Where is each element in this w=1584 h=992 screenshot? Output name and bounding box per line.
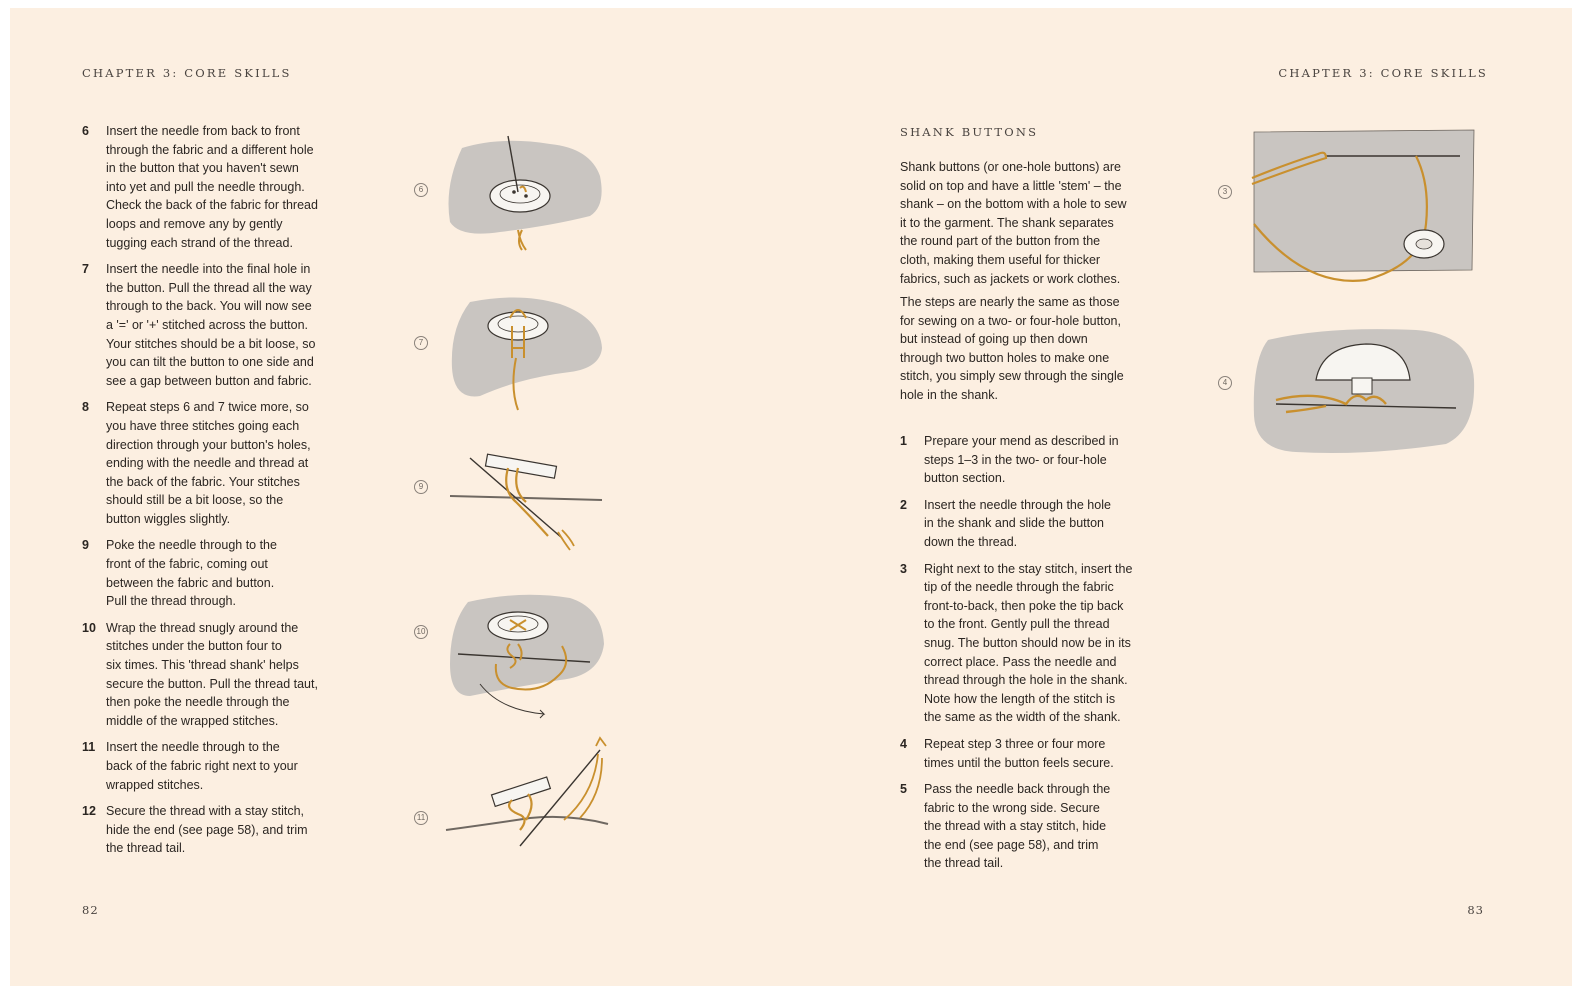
step-number: 10 [82,620,96,635]
step-number: 6 [82,124,89,138]
figure-6-illustration [440,126,610,266]
step-number: 3 [900,561,907,576]
step-text: Insert the needle through the hole in the shank and slide the button down the thread. [924,497,1111,549]
list-item [82,738,382,794]
figure-10-illustration [440,584,610,724]
running-head-left: CHAPTER 3: CORE SKILLS [82,66,292,80]
step-number: 11 [82,740,96,755]
figure-4-illustration [1246,320,1478,462]
figure-3-illustration [1246,124,1478,288]
page-number-left: 82 [82,903,99,917]
list-item [82,260,382,390]
step-text: Insert the needle from back to front through the fabric and a different hole in the button that you haven't sewn into yet and pull the needle through. Check the back of the fabric for thread loops and remove any by gently tugging each strand of the thread. [106,124,318,250]
list-item [82,122,382,252]
step-number: 1 [900,434,907,448]
figure-9-illustration [440,446,610,556]
step-text: Repeat step 3 three or four more times until the button feels secure. [924,736,1114,770]
step-text: Right next to the stay stitch, insert the tip of the needle through the fabric front-to-back, then poke the tip back to the front. Gently pull the thread snug. The button should now be in its correct place. Pass the needle and thread through the hole in the shank. Note how the length of the stitch is the same as the width of the shank. [924,561,1133,725]
step-number: 4 [900,736,907,751]
list-item [82,398,382,528]
figure-label: 6 [414,183,428,197]
step-number: 8 [82,400,89,415]
figure-7-illustration [440,288,610,418]
step-text: Insert the needle into the final hole in the button. Pull the thread all the way through to the back. You will now see a '=' or '+' stitched across the button. Your stitches should be a bit loose, so you can tilt the button to one side and see a gap between button and fabric. [106,262,316,388]
page-number-right: 83 [1467,903,1484,917]
step-text: Secure the thread with a stay stitch, hide the end (see page 58), and trim the thread tail. [106,804,308,856]
intro-paragraph: The steps are nearly the same as those for sewing on a two- or four-hole button, but instead of going up then down through two button holes to make one stitch, you simply sew through the single hole in the shank. [900,295,1124,402]
book-spread [10,8,1572,986]
step-number: 7 [82,262,89,277]
intro-paragraph: Shank buttons (or one-hole buttons) are solid on top and have a little 'stem' – the shank – on the bottom with a hole to sew it to the garment. The shank separates the round part of the button from the cloth, making them useful for thicker fabrics, such as jackets or work clothes. [900,160,1127,286]
figure-label: 4 [1218,376,1232,390]
step-text: Wrap the thread snugly around the stitches under the button four to six times. This 'thread shank' helps secure the button. Pull the thread taut, then poke the needle through the middle of the wrapped stitches. [106,620,318,728]
step-text: Prepare your mend as described in steps 1–3 in the two- or four-hole button section. [924,434,1119,486]
step-text: Insert the needle through to the back of the fabric right next to your wrapped stitches. [106,740,298,792]
step-number: 5 [900,782,907,797]
list-item [900,560,1200,727]
figure-label: 10 [414,625,428,639]
list-item [82,536,382,610]
list-item [900,735,1200,772]
figure-label: 7 [414,336,428,350]
section-heading: SHANK BUTTONS [900,125,1039,139]
figure-label: 11 [414,811,428,825]
figure-label: 3 [1218,185,1232,199]
step-number: 2 [900,497,907,512]
step-text: Repeat steps 6 and 7 twice more, so you have three stitches going each direction through your button's holes, ending with the needle and thread at the back of the fabric. Your stitches should still be a bit loose, so the button wiggles slightly. [106,400,311,526]
list-item [82,802,382,858]
step-number: 9 [82,538,89,553]
step-number: 12 [82,804,96,819]
left-steps-list [82,122,382,866]
list-item [900,780,1200,873]
step-text: Pass the needle back through the fabric to the wrong side. Secure the thread with a stay stitch, hide the end (see page 58), and trim the thread tail. [924,782,1111,871]
step-text: Poke the needle through to the front of the fabric, coming out between the fabric and button. Pull the thread through. [106,538,277,609]
list-item [900,432,1200,488]
figure-label: 9 [414,480,428,494]
figure-11-illustration [440,734,610,854]
list-item [82,619,382,731]
right-steps-list [900,432,1200,881]
list-item [900,496,1200,552]
running-head-right: CHAPTER 3: CORE SKILLS [1278,66,1488,80]
